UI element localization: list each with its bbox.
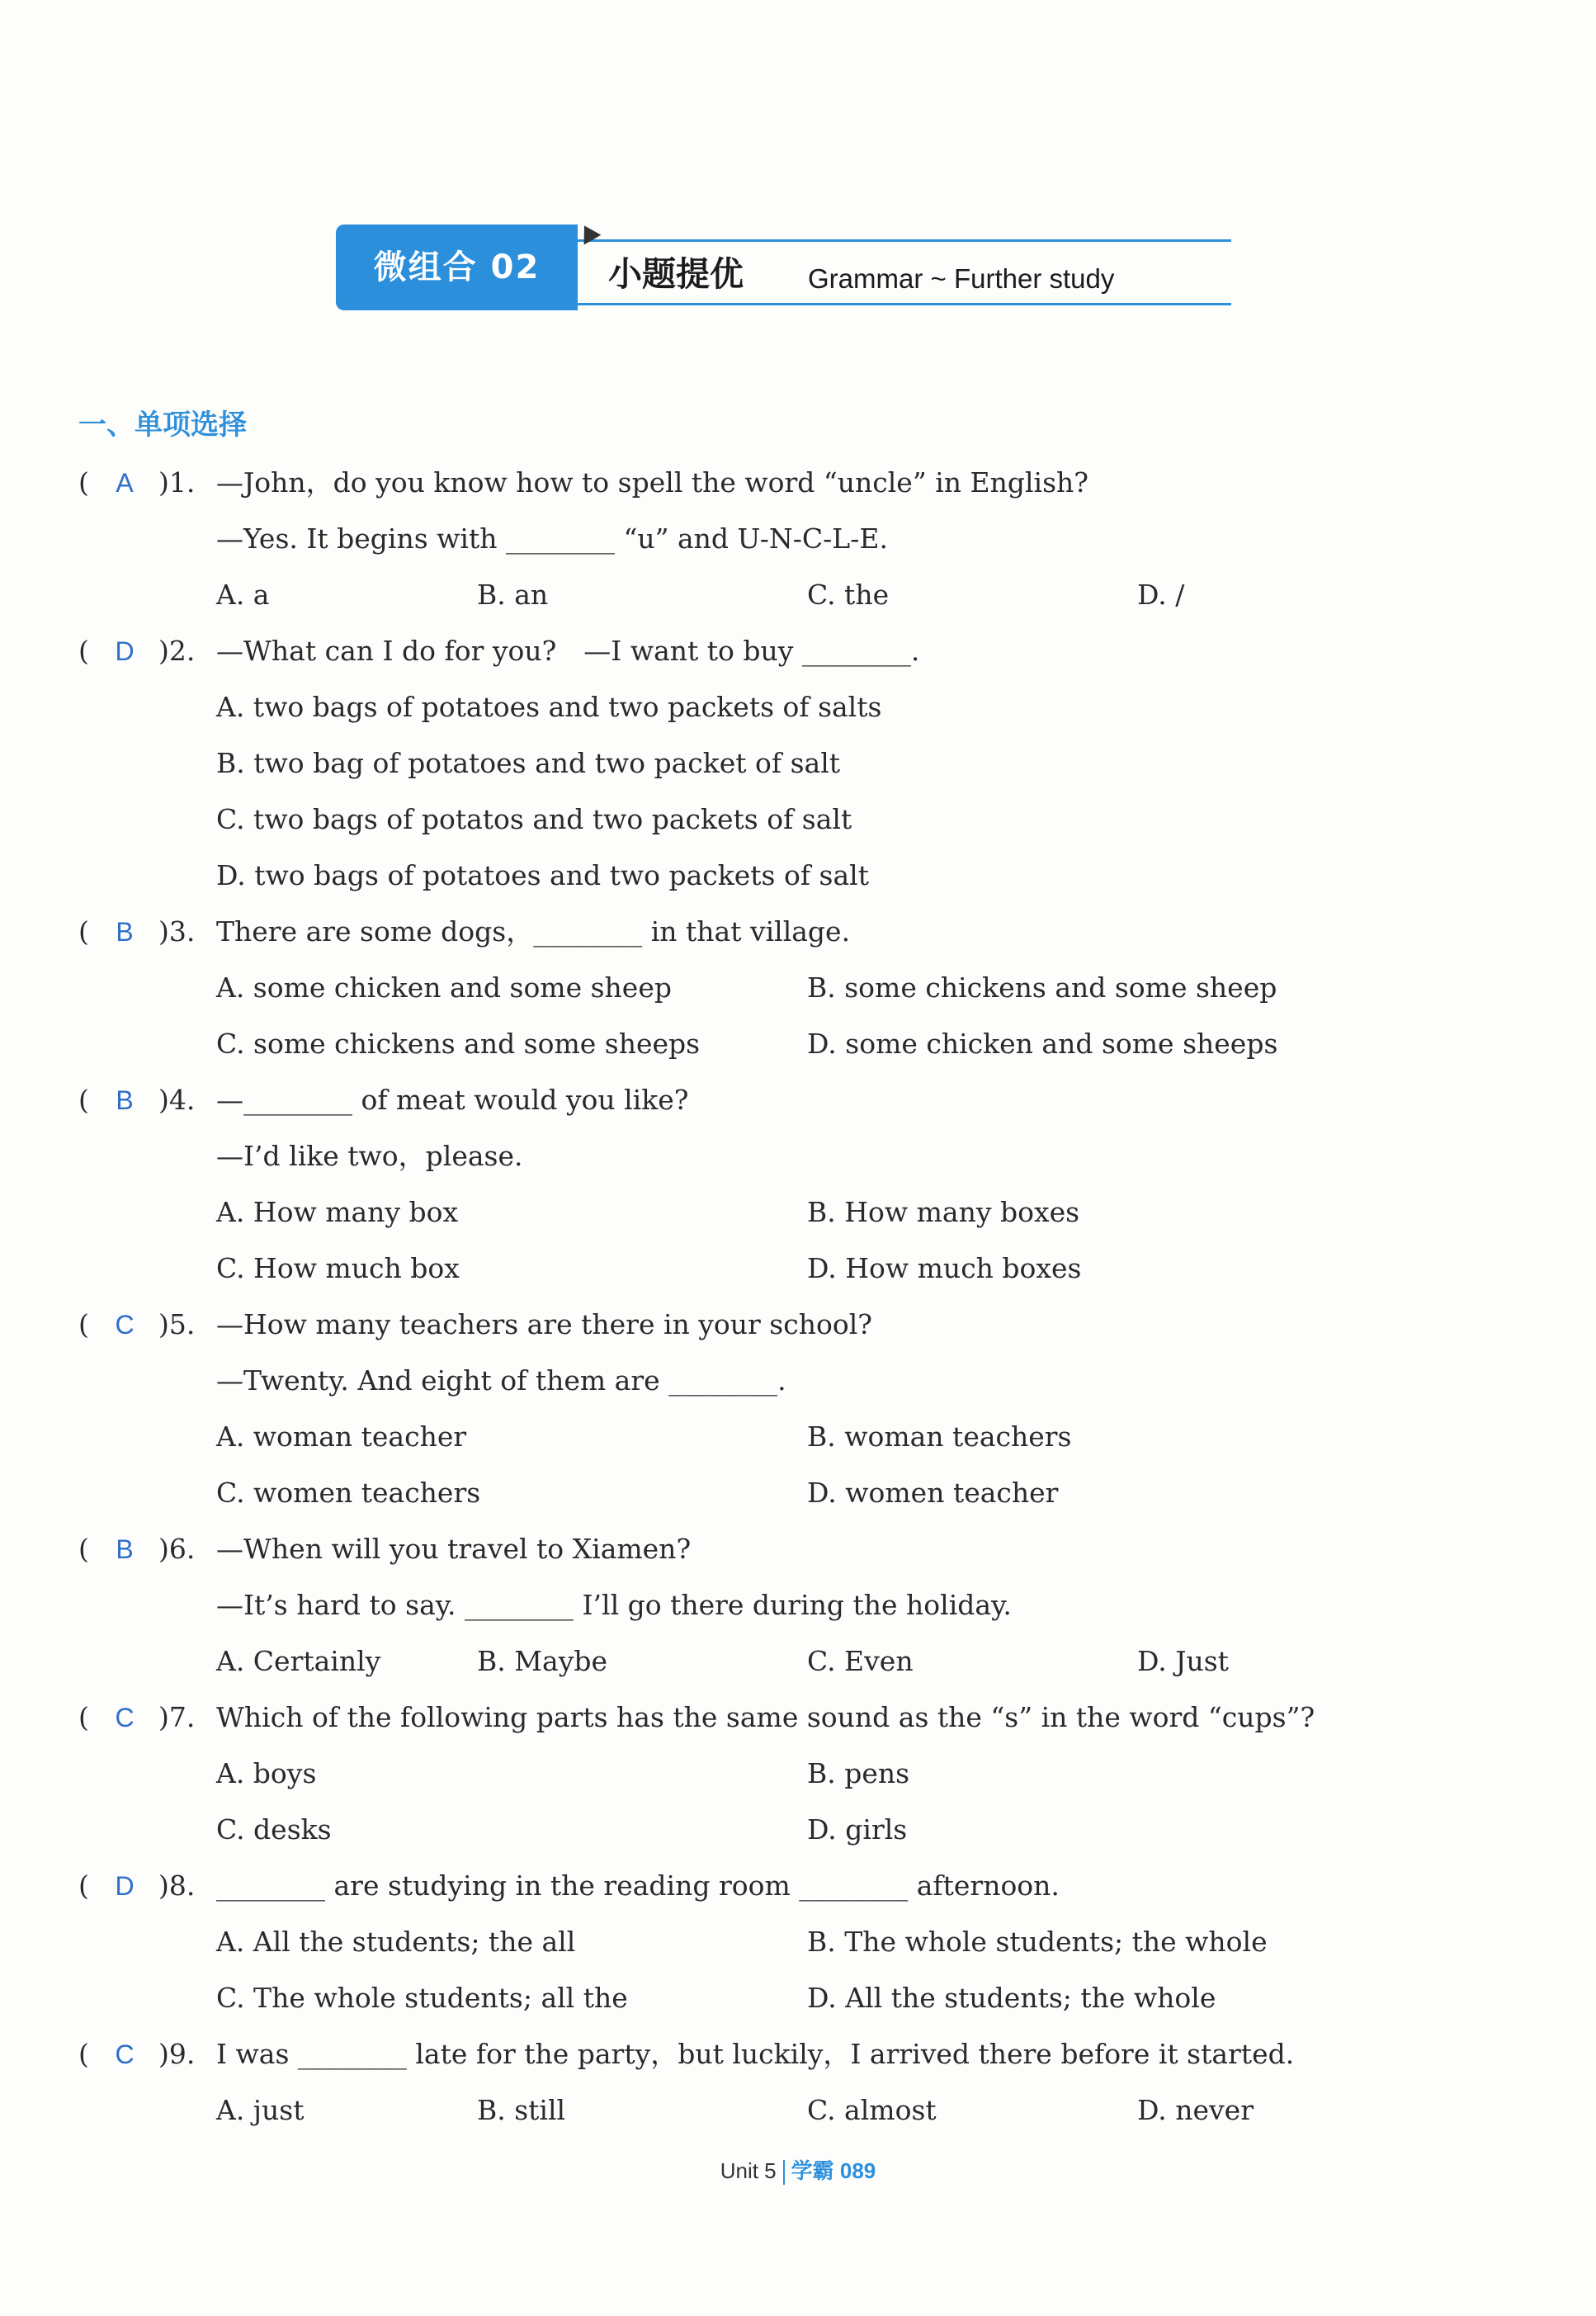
answer-value: B [116, 1085, 134, 1115]
option: B. an [477, 579, 549, 611]
page-number: 089 [839, 2158, 876, 2183]
question-stem: Which of the following parts has the same sound as the “s” in the word “cups”? [216, 1701, 1315, 1733]
option: B. still [477, 2094, 566, 2126]
banner-title-en: Grammar ~ Further study [808, 263, 1115, 294]
option: C. desks [216, 1813, 332, 1846]
option: A. a [216, 579, 270, 611]
option: C. women teachers [216, 1477, 481, 1509]
option: D. / [1137, 579, 1185, 611]
option: A. All the students; the all [216, 1926, 576, 1958]
question-number: )2. [158, 635, 196, 667]
answer-paren-open: ( [78, 1084, 89, 1116]
question-number: )3. [158, 915, 196, 948]
answer-value: D [115, 1871, 135, 1901]
footer-brand: 学霸 [791, 2158, 834, 2183]
section-title: 一、单项选择 [78, 409, 247, 442]
option: A. just [216, 2094, 305, 2126]
answer-paren-open: ( [78, 635, 89, 667]
option: B. Maybe [477, 1645, 607, 1677]
question-stem: —________ of meat would you like? [216, 1084, 689, 1116]
option: A. woman teacher [216, 1420, 467, 1453]
answer-paren-open: ( [78, 1308, 89, 1340]
question-stem: —Twenty. And eight of them are ________. [216, 1364, 786, 1397]
option: C. the [807, 579, 890, 611]
option: D. never [1137, 2094, 1254, 2126]
answer-paren-open: ( [78, 915, 89, 948]
option: A. two bags of potatoes and two packets of salts [216, 691, 882, 723]
option: D. How much boxes [807, 1252, 1082, 1284]
option: C. Even [807, 1645, 914, 1677]
question-number: )5. [158, 1308, 196, 1340]
option: D. Just [1137, 1645, 1229, 1677]
option: D. women teacher [807, 1477, 1059, 1509]
question-stem: ________ are studying in the reading room ________ afternoon. [216, 1869, 1060, 1902]
question-number: )7. [158, 1701, 196, 1733]
question-stem: —Yes. It begins with ________ “u” and U-N-C-L-E. [216, 522, 888, 555]
question-number: )1. [158, 466, 196, 499]
answer-paren-open: ( [78, 1869, 89, 1902]
question-number: )8. [158, 1869, 196, 1902]
option: B. The whole students; the whole [807, 1926, 1268, 1958]
footer-divider [783, 2160, 785, 2185]
question-stem: —How many teachers are there in your school? [216, 1308, 872, 1340]
option: C. some chickens and some sheeps [216, 1028, 701, 1060]
option: A. How many box [216, 1196, 459, 1228]
answer-paren-open: ( [78, 2038, 89, 2070]
answer-value: B [116, 1534, 134, 1564]
option: C. two bags of potatos and two packets of salt [216, 803, 852, 835]
option: A. boys [216, 1757, 317, 1789]
section-banner [336, 221, 1231, 314]
question-number: )6. [158, 1533, 196, 1565]
banner-label: 微组合 02 [336, 225, 578, 310]
option: A. Certainly [216, 1645, 381, 1677]
question-number: )9. [158, 2038, 196, 2070]
option: B. How many boxes [807, 1196, 1080, 1228]
option: D. girls [807, 1813, 908, 1846]
option: D. some chicken and some sheeps [807, 1028, 1278, 1060]
answer-value: C [115, 1310, 135, 1340]
answer-value: C [115, 2039, 135, 2069]
question-stem: —It’s hard to say. ________ I’ll go there during the holiday. [216, 1589, 1012, 1621]
footer-unit: Unit 5 [720, 2158, 777, 2183]
option: A. some chicken and some sheep [216, 971, 672, 1004]
banner-rule-top [578, 239, 1231, 242]
question-stem: —When will you travel to Xiamen? [216, 1533, 692, 1565]
question-stem: —John，do you know how to spell the word “uncle” in English? [216, 466, 1088, 499]
answer-paren-open: ( [78, 466, 89, 499]
answer-value: D [115, 636, 135, 666]
question-stem: —I’d like two，please. [216, 1140, 523, 1172]
question-stem: There are some dogs，________ in that village. [216, 915, 851, 948]
question-stem: —What can I do for you? —I want to buy ________. [216, 635, 920, 667]
option: D. All the students; the whole [807, 1982, 1216, 2014]
banner-title-cn: 小题提优 [608, 254, 744, 294]
answer-paren-open: ( [78, 1701, 89, 1733]
question-stem: I was ________ late for the party，but luckily，I arrived there before it started. [216, 2038, 1295, 2070]
answer-value: C [115, 1703, 135, 1732]
answer-value: A [116, 468, 134, 498]
page-footer [0, 2154, 1596, 2185]
option: C. almost [807, 2094, 937, 2126]
option: D. two bags of potatoes and two packets of salt [216, 859, 869, 891]
option: B. two bag of potatoes and two packet of salt [216, 747, 841, 779]
question-number: )4. [158, 1084, 196, 1116]
option: C. How much box [216, 1252, 460, 1284]
option: B. woman teachers [807, 1420, 1072, 1453]
answer-paren-open: ( [78, 1533, 89, 1565]
option: B. pens [807, 1757, 910, 1789]
option: B. some chickens and some sheep [807, 971, 1277, 1004]
option: C. The whole students; all the [216, 1982, 628, 2014]
answer-value: B [116, 917, 134, 947]
